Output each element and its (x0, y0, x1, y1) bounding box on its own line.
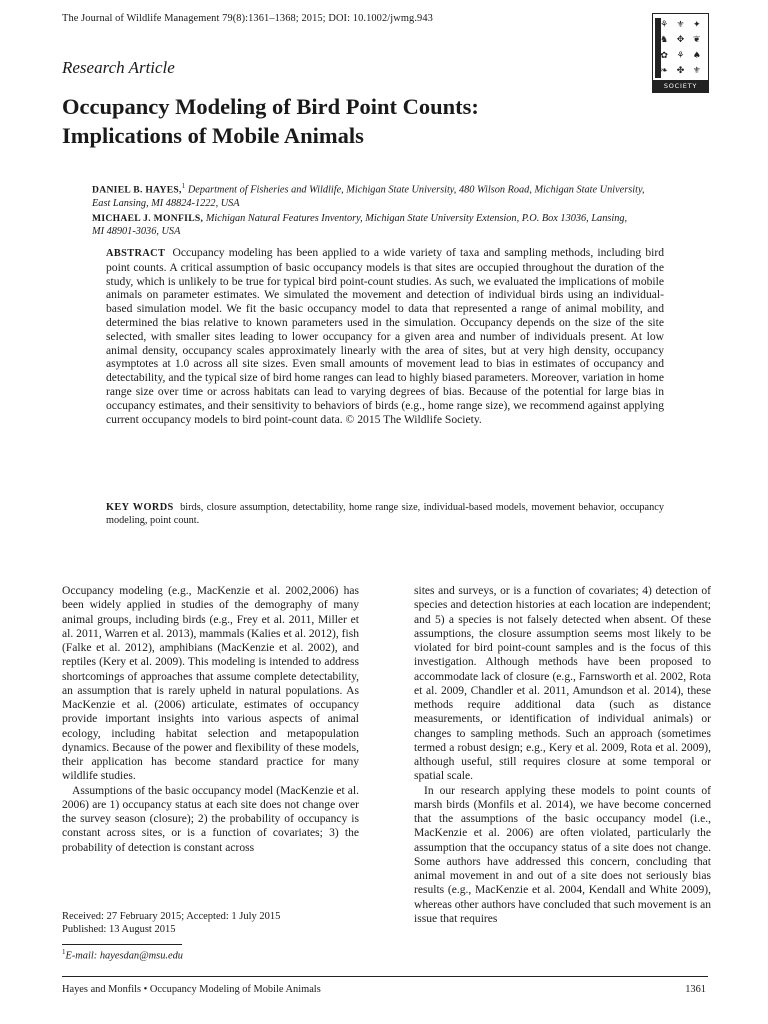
title-line-2: Implications of Mobile Animals (62, 123, 364, 148)
logo-banner: SOCIETY (653, 80, 708, 92)
author-footnote-mark: 1 (181, 182, 186, 190)
affiliation-line-2: East Lansing, MI 48824-1222, USA (92, 197, 240, 209)
paragraph: Occupancy modeling (e.g., MacKenzie et al. 2002,2006) has been widely applied in studies of the demography of many animal groups, including birds (e.g., Frey et al. 2011, Miller et al. 2011, Warren et al. 2013), mammals (Kalies et al. 2012), fish (Falke et al. 2012), amphibians (MacKenzie et al. 2002), and reptiles (Kery et al. 2009). This modeling is intended to address shortcomings of approaches that assume complete detectability, an assumption that is rarely upheld in natural populations. As MacKenzie et al. (2006) articulate, estimates of occupancy provide important insights into various aspects of animal ecology, including habitat selection and metapopulation dynamics. Because of the power and flexibility of these models, their application has become standard practice for many wildlife studies. (62, 585, 359, 783)
footer-running-title: Hayes and Monfils • Occupancy Modeling of Mobile Animals (62, 984, 321, 995)
running-head: The Journal of Wildlife Management 79(8):1361–1368; 2015; DOI: 10.1002/jwmg.943 (62, 13, 433, 24)
body-column-left (62, 584, 359, 855)
article-type: Research Article (62, 58, 175, 77)
body-column-right (414, 584, 711, 926)
keywords-text: birds, closure assumption, detectability, home range size, individual-based models, movement behavior, occupancy modeling, point count. (106, 502, 664, 527)
author-entry (92, 212, 702, 239)
society-emblem-icon: ⚘ ⚜ ✦ ♞ ✥ ❦ ✿ ⚘ ♠ ❧ ✤ ⚜ (660, 19, 701, 77)
affiliation-line-1: Department of Fisheries and Wildlife, Michigan State University, 480 Wilson Road, Michigan State University, (187, 184, 645, 196)
author-entry (92, 180, 702, 210)
title-line-1: Occupancy Modeling of Bird Point Counts: (62, 94, 479, 119)
footnote-rule (62, 944, 182, 945)
keywords-label: KEY WORDS (106, 502, 174, 513)
author-name: DANIEL B. HAYES, (92, 184, 182, 196)
author-name: MICHAEL J. MONFILS, (92, 212, 204, 224)
abstract (106, 246, 664, 426)
affiliation-line-2: MI 48901-3036, USA (92, 225, 181, 237)
author-list (92, 180, 702, 240)
society-logo (652, 13, 709, 93)
footnote (62, 948, 183, 961)
keywords (106, 501, 664, 528)
footer-rule (62, 976, 708, 977)
affiliation-line-1: Michigan Natural Features Inventory, Michigan State University Extension, P.O. Box 13036, Lansing, (205, 212, 628, 224)
received-accepted-date: Received: 27 February 2015; Accepted: 1 July 2015 (62, 911, 281, 922)
article-title (62, 92, 662, 150)
paragraph: In our research applying these models to point counts of marsh birds (Monfils et al. 2014), we have become concerned that the assumptions of the basic occupancy model (i.e., MacKenzie et al. 2006) are often violated, particularly the assumption that the occupancy status of a site does not change. Some authors have addressed this concern, concluding that animal movement in and out of a site does not seriously bias results (e.g., MacKenzie et al. 2004, Kendall and White 2009), whereas other authors have concluded that such movement is an issue that requires (414, 784, 711, 925)
paragraph: Assumptions of the basic occupancy model (MacKenzie et al. 2006) are 1) occupancy status at each site does not change over the survey season (closure); 2) the probability of occupancy is constant across sites, or is a function of covariates; 3) the probability of detection is constant across (62, 784, 359, 854)
abstract-text: Occupancy modeling has been applied to a wide variety of taxa and sampling methods, including bird point counts. A critical assumption of basic occupancy models is that sites are occupied throughout the duration of the study, which is unlikely to be true for typical bird point-count studies. As such, we evaluated the implications of mobile animals on parameter estimates. We simulated the movement and detection of individual birds using an individual-based simulation model. We fit the basic occupancy model to data that represented a range of animal mobility, and determined the bias relative to known parameters used in the simulation. Occupancy depends on the size of the site selected, with smaller sites leading to lower occupancy for a given area and number of individuals present. At low animal density, occupancy scales approximately linearly with the area of sites, but at very high density, occupancy asymptotes at 1.0 across all site sizes. Even small amounts of movement lead to bias in estimates of occupancy and detectability, and the typical size of bird home ranges can lead to highly biased parameters. Moreover, variation in home range size over time or across habitats can lead to varying degrees of bias. Because of the potential for large bias in occupancy estimates, and their sensitivity to behaviors of birds (e.g., home range size), we recommend against applying current occupancy models to bird point-count data. © 2015 The Wildlife Society. (106, 246, 665, 426)
footnote-email: E-mail: hayesdan@msu.edu (65, 950, 183, 962)
published-date: Published: 13 August 2015 (62, 924, 176, 936)
abstract-label: ABSTRACT (106, 248, 166, 259)
footnote-mark: 1 (62, 948, 66, 956)
article-dates (62, 910, 359, 936)
paragraph: sites and surveys, or is a function of covariates; 4) detection of species and detection histories at each location are independent; and 5) a species is not falsely detected when absent. Of these assumptions, the closure assumption seems most likely to be violated for bird point-count samples and is the focus of this investigation. Although methods have been proposed to accommodate lack of closure (e.g., Farnsworth et al. 2002, Rota et al. 2009, Chandler et al. 2011, Amundson et al. 2014), these methods require additional data (such as distance measurements, or identification of individual animals) or changes to sampling methods. Such an approach (sometimes termed a robust design; e.g., Kery et al. 2009, Rota et al. 2009), although useful, still requires closure at some temporal or spatial scale. (414, 585, 711, 783)
page-number: 1361 (685, 984, 706, 995)
